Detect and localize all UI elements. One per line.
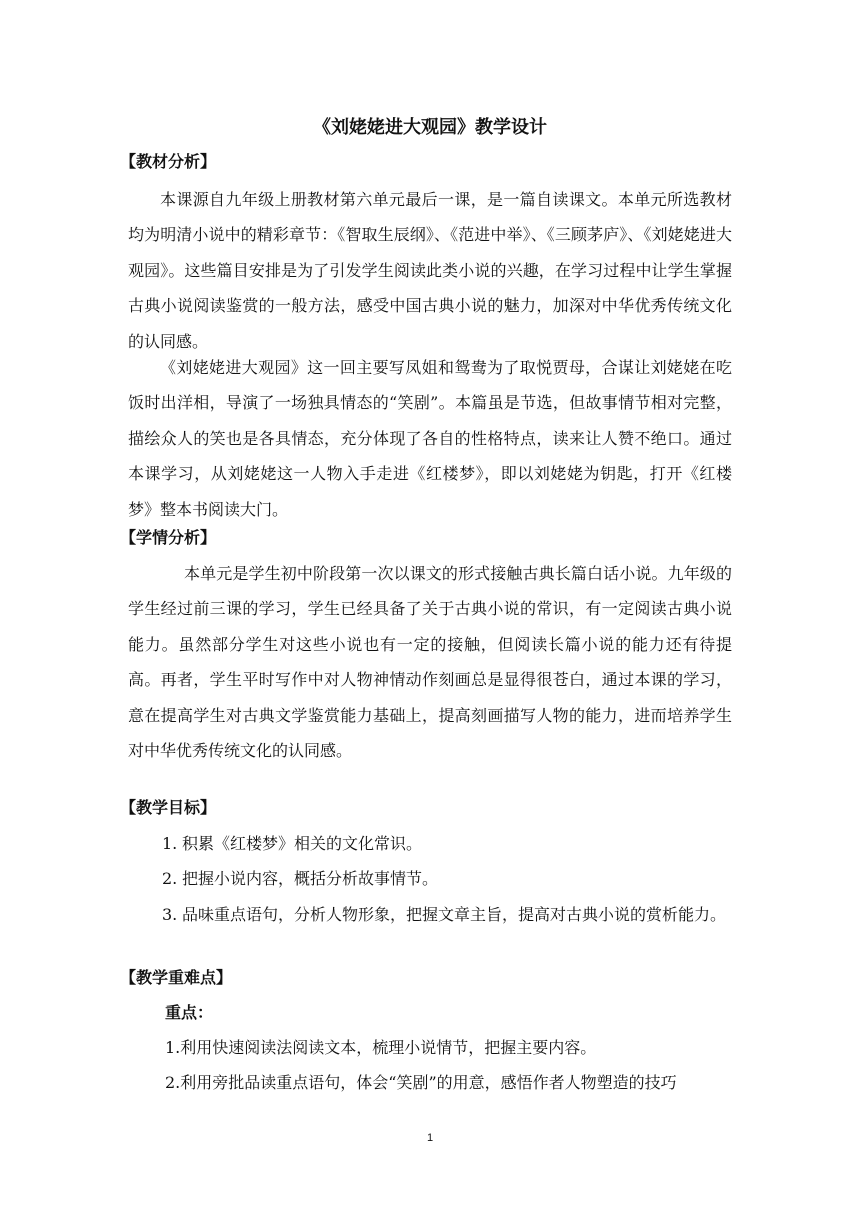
goal-item-1	[128, 826, 732, 861]
key-point-item-2: 2.利用旁批品读重点语句，体会“笑剧”的用意，感悟作者人物塑造的技巧	[165, 1073, 677, 1092]
goal-item-number: 1.	[162, 834, 178, 853]
goal-item-3	[128, 897, 732, 932]
page-number: 1	[426, 1132, 434, 1144]
key-points-subheading: 重点：	[165, 1003, 214, 1022]
goal-item-number: 3.	[162, 905, 178, 924]
material-paragraph-2: 《刘姥姥进大观园》这一回主要写凤姐和鸳鸯为了取悦贾母，合谋让刘姥姥在吃饭时出洋相，导演了一场独具情态的“笑剧”。本篇虽是节选，但故事情节相对完整，描绘众人的笑也是各具情态，充分体现了各自的性格特点，读来让人赞不绝口。通过本课学习，从刘姥姥这一人物入手走进《红楼梦》，即以刘姥姥为钥匙，打开《红楼梦》整本书阅读大门。	[128, 358, 732, 519]
goal-item-text: 把握小说内容，概括分析故事情节。	[182, 869, 439, 888]
document-title: 《刘姥姥进大观园》教学设计	[313, 117, 547, 138]
heading-material-analysis: 【教材分析】	[120, 152, 217, 171]
goal-item-2	[128, 861, 732, 896]
goal-item-text: 品味重点语句，分析人物形象，把握文章主旨，提高对古典小说的赏析能力。	[182, 905, 727, 924]
heading-learner-analysis: 【学情分析】	[120, 528, 217, 547]
goal-item-number: 2.	[162, 869, 178, 888]
heading-key-difficult-points: 【教学重难点】	[120, 968, 233, 987]
material-paragraph-1: 本课源自九年级上册教材第六单元最后一课，是一篇自读课文。本单元所选教材均为明清小说中的精彩章节：《智取生辰纲》、《范进中举》、《三顾茅庐》、《刘姥姥进大观园》。这些篇目安排是为了引发学生阅读此类小说的兴趣，在学习过程中让学生掌握古典小说阅读鉴赏的一般方法，感受中国古典小说的魅力，加深对中华优秀传统文化的认同感。	[128, 190, 732, 351]
learner-paragraph: 本单元是学生初中阶段第一次以课文的形式接触古典长篇白话小说。九年级的学生经过前三课的学习，学生已经具备了关于古典小说的常识，有一定阅读古典小说能力。虽然部分学生对这些小说也有一定的接触，但阅读长篇小说的能力还有待提高。再者，学生平时写作中对人物神情动作刻画总是显得很苍白，通过本课的学习，意在提高学生对古典文学鉴赏能力基础上，提高刻画描写人物的能力，进而培养学生对中华优秀传统文化的认同感。	[128, 564, 732, 761]
heading-teaching-goals: 【教学目标】	[120, 798, 217, 817]
goal-item-text: 积累《红楼梦》相关的文化常识。	[182, 834, 423, 853]
key-point-item-1: 1.利用快速阅读法阅读文本，梳理小说情节，把握主要内容。	[165, 1038, 597, 1057]
